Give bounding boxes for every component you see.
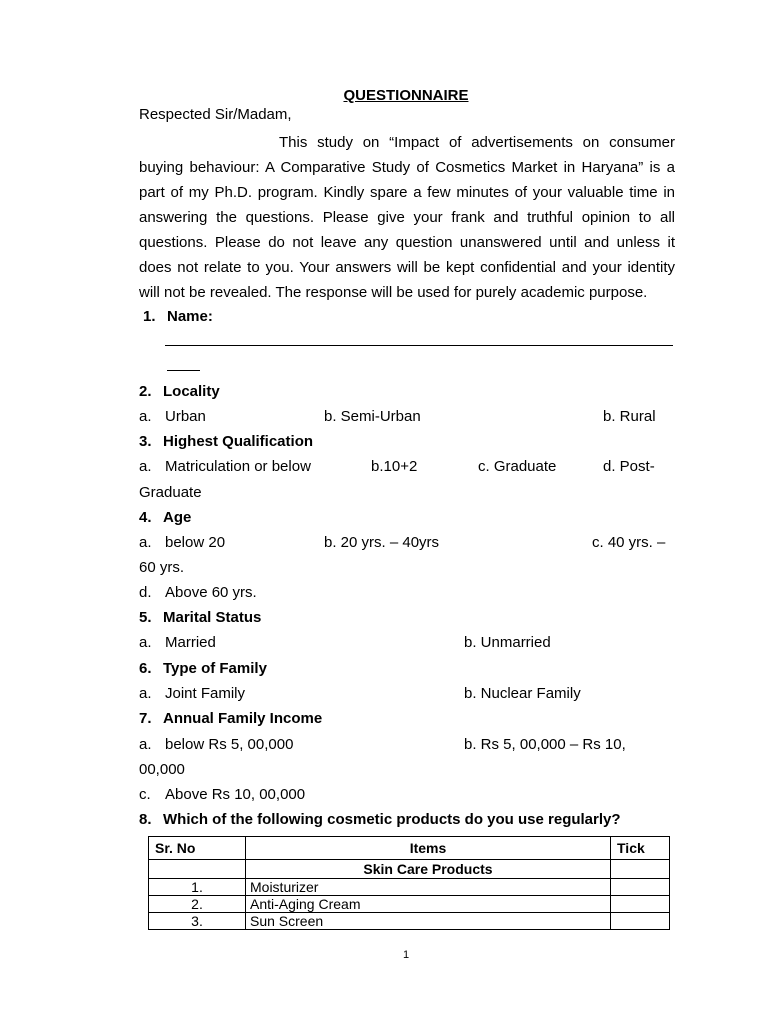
salutation: Respected Sir/Madam, [139,106,292,123]
category-skin-care: Skin Care Products [246,860,611,879]
option-above-60[interactable]: d. Above 60 yrs. [139,584,257,601]
name-answer-line-continued [167,370,200,371]
question-marital-status: 5. Marital Status [139,609,262,626]
name-answer-line[interactable] [165,345,673,346]
header-items: Items [246,837,611,860]
option-urban[interactable]: a. Urban [139,408,206,425]
question-cosmetic-products: 8. Which of the following cosmetic products do you use regularly? [139,811,621,828]
option-post-graduate-continued: Graduate [139,484,202,501]
header-sr-no: Sr. No [149,837,246,860]
intro-text: This study on “Impact of advertisements on consumer buying behaviour: A Comparative Study of Cosmetics Market in Haryana” is a part of my Ph.D. program. Kindly spare a few minutes of your valuable time in answering the questions. Please give your frank and truthful opinion to all questions. Please do not leave any question unanswered until and unless it does not relate to you. Your answers will be kept confidential and your identity will not be revealed. The response will be used for purely academic purpose. [139,134,675,301]
option-5-to-10-lakh-continued: 00,000 [139,761,185,778]
row-item: Anti-Aging Cream [246,896,611,913]
tick-cell[interactable] [611,913,670,930]
page-number: 1 [402,949,410,961]
category-tick-spacer [611,860,670,879]
option-graduate[interactable]: c. Graduate [478,458,557,475]
tick-cell[interactable] [611,896,670,913]
page-title: QUESTIONNAIRE [343,87,469,104]
option-rural[interactable]: b. Rural [603,408,656,425]
option-10-plus-2[interactable]: b.10+2 [371,458,418,475]
option-unmarried[interactable]: b. Unmarried [464,634,551,651]
question-qualification: 3. Highest Qualification [139,433,314,450]
category-spacer [149,860,246,879]
intro-paragraph [139,130,675,305]
question-name: 1. Name: [143,308,213,325]
products-table [148,836,670,930]
option-40-60[interactable]: c. 40 yrs. – [592,534,666,551]
tick-cell[interactable] [611,879,670,896]
row-number: 3. [149,913,246,930]
option-post-graduate[interactable]: d. Post- [603,458,655,475]
option-above-10-lakh[interactable]: c. Above Rs 10, 00,000 [139,786,306,803]
question-family-type: 6. Type of Family [139,660,267,677]
option-5-to-10-lakh[interactable]: b. Rs 5, 00,000 – Rs 10, [464,736,626,753]
question-income: 7. Annual Family Income [139,710,323,727]
option-nuclear-family[interactable]: b. Nuclear Family [464,685,581,702]
table-header-row [149,837,670,860]
table-row [149,913,670,930]
question-locality: 2. Locality [139,383,220,400]
option-semi-urban[interactable]: b. Semi-Urban [324,408,421,425]
row-number: 1. [149,879,246,896]
row-item: Sun Screen [246,913,611,930]
option-matriculation[interactable]: a. Matriculation or below [139,458,311,475]
table-category-row [149,860,670,879]
header-tick: Tick [611,837,670,860]
option-below-20[interactable]: a. below 20 [139,534,226,551]
option-married[interactable]: a. Married [139,634,216,651]
question-age: 4. Age [139,509,192,526]
table-row [149,896,670,913]
option-20-40[interactable]: b. 20 yrs. – 40yrs [324,534,440,551]
option-joint-family[interactable]: a. Joint Family [139,685,246,702]
option-40-60-continued: 60 yrs. [139,559,185,576]
table-row [149,879,670,896]
row-item: Moisturizer [246,879,611,896]
option-below-5-lakh[interactable]: a. below Rs 5, 00,000 [139,736,294,753]
row-number: 2. [149,896,246,913]
